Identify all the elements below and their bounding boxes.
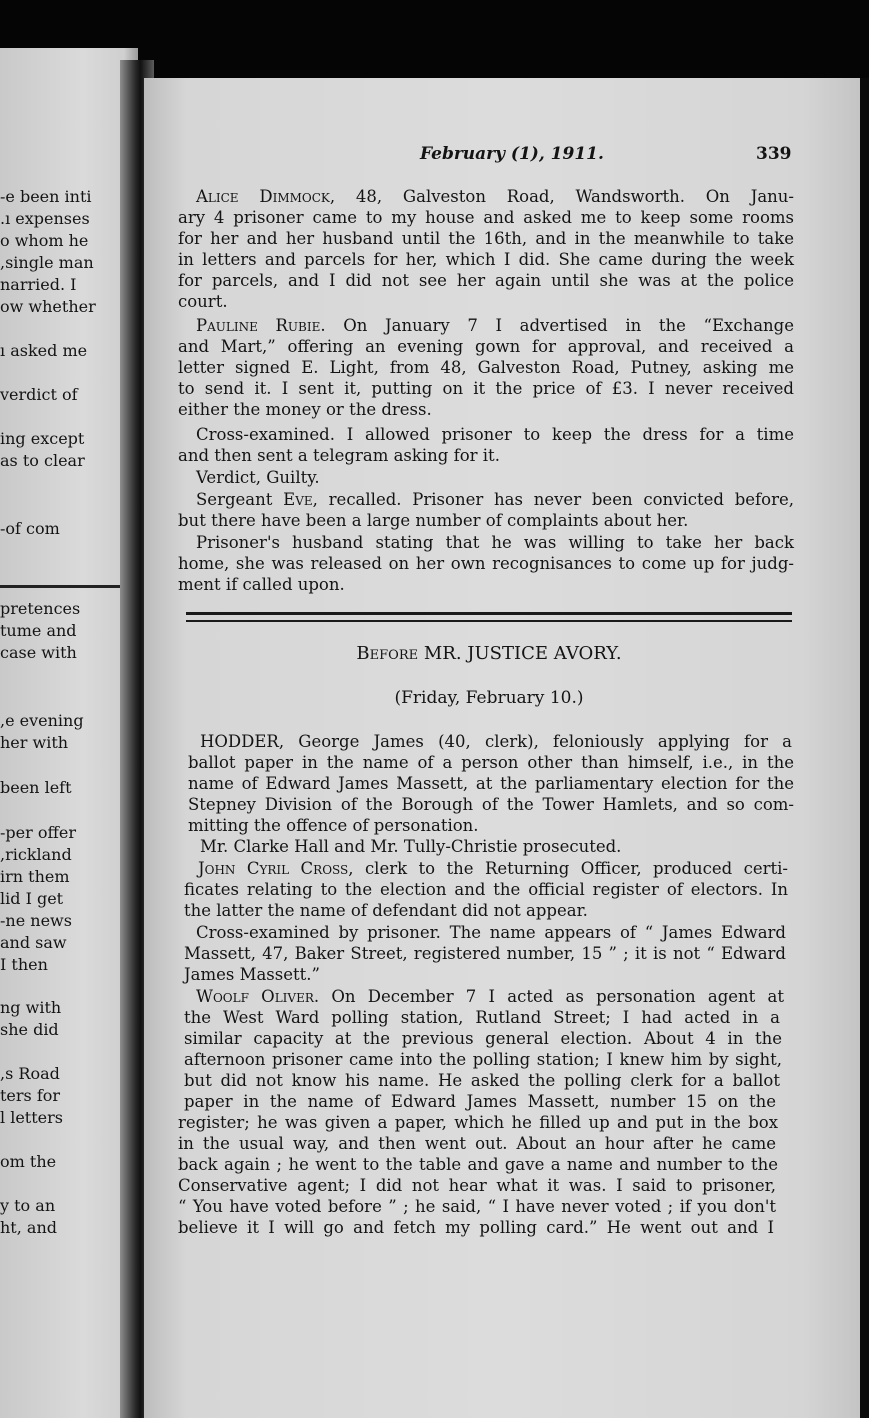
- text-line: register; he was given a paper, which he filled up and put in the box: [178, 1113, 778, 1132]
- text-line: “ You have voted before ” ; he said, “ I have never voted ; if you don't: [178, 1197, 776, 1216]
- text-line: for her and her husband until the 16th, and in the meanwhile to take: [178, 229, 794, 248]
- left-page-line: narried. I: [0, 275, 77, 294]
- text-line: [196, 186, 794, 207]
- heading-judge: MR. JUSTICE AVORY.: [418, 643, 622, 664]
- text-span: . On December 7 I acted as personation agent at: [313, 987, 784, 1006]
- text-line: Cross-examined. I allowed prisoner to keep the dress for a time: [196, 425, 794, 444]
- left-page-line: I then: [0, 955, 48, 974]
- text-line: ment if called upon.: [178, 575, 345, 594]
- left-page-line: and saw: [0, 933, 67, 952]
- text-span: , 48, Galveston Road, Wandsworth. On Janu-: [329, 187, 794, 206]
- left-page-line: single man,: [0, 253, 94, 272]
- left-page-line: as to clear: [0, 451, 85, 470]
- left-page-line: of com-: [0, 519, 60, 538]
- text-line: home, she was released on her own recognisances to come up for judg-: [178, 554, 794, 573]
- text-line: Massett, 47, Baker Street, registered number, 15 ” ; it is not “ Edward: [184, 944, 786, 963]
- witness-name: John Cyril Cross: [198, 859, 349, 878]
- left-page-line: rickland,: [0, 845, 72, 864]
- text-span: . On January 7 I advertised in the “Exchange: [320, 316, 794, 335]
- left-page-line: verdict of: [0, 385, 78, 404]
- text-line: similar capacity at the previous general election. About 4 in the: [184, 1029, 782, 1048]
- text-line: back again ; he went to the table and gave a name and number to the: [178, 1155, 778, 1174]
- text-line: [196, 315, 794, 336]
- text-line: Cross-examined by prisoner. The name appears of “ James Edward: [196, 923, 786, 942]
- text-line: ballot paper in the name of a person other than himself, i.e., in the: [188, 753, 794, 772]
- text-span: , recalled. Prisoner has never been convicted before,: [312, 490, 794, 509]
- witness-name: Eve: [283, 490, 313, 509]
- left-page-line: ne news-: [0, 911, 72, 930]
- section-divider-thick: [186, 612, 792, 615]
- left-page-line: ı expenses.: [0, 209, 90, 228]
- text-line: the latter the name of defendant did not appear.: [184, 901, 588, 920]
- text-line: believe it I will go and fetch my polling card.” He went out and I: [178, 1218, 774, 1237]
- left-page-line: e evening,: [0, 711, 84, 730]
- text-line: and then sent a telegram asking for it.: [178, 446, 500, 465]
- left-page-line: tume and: [0, 621, 77, 640]
- left-page-line: om the: [0, 1152, 57, 1171]
- text-line: Verdict, Guilty.: [196, 468, 320, 487]
- left-page-fragment: [0, 48, 138, 1418]
- text-line: Prisoner's husband stating that he was willing to take her back: [196, 533, 794, 552]
- left-page-line: ng with: [0, 998, 62, 1017]
- text-line: James Massett.”: [184, 965, 320, 984]
- left-page-line: ters for: [0, 1086, 61, 1105]
- text-line: ficates relating to the election and the official register of electors. In: [184, 880, 788, 899]
- scan-border-right: [860, 78, 869, 1418]
- left-page-line: e been inti-: [0, 187, 92, 206]
- heading-prefix: Before: [356, 643, 419, 664]
- left-page-line: ı asked me: [0, 341, 88, 360]
- text-line: Mr. Clarke Hall and Mr. Tully-Christie prosecuted.: [200, 837, 622, 856]
- text-line: Stepney Division of the Borough of the Tower Hamlets, and so com-: [188, 795, 794, 814]
- text-line: in the usual way, and then went out. About an hour after he came: [178, 1134, 776, 1153]
- text-line: and Mart,” offering an evening gown for approval, and received a: [178, 337, 794, 356]
- text-span: Sergeant: [196, 490, 284, 509]
- text-line: [196, 489, 794, 510]
- court-heading: [186, 642, 792, 666]
- running-header-date: February (1), 1911.: [420, 144, 604, 164]
- section-divider-thin: [186, 620, 792, 622]
- left-page-line: l letters: [0, 1108, 63, 1127]
- left-page-line: been left: [0, 778, 72, 797]
- text-line: for parcels, and I did not see her again until she was at the police: [178, 271, 794, 290]
- left-page-line: she did: [0, 1020, 59, 1039]
- page-number: 339: [756, 144, 792, 164]
- left-page-line: case with: [0, 643, 77, 662]
- text-line: ary 4 prisoner came to my house and asked me to keep some rooms: [178, 208, 794, 227]
- text-line: name of Edward James Massett, at the parliamentary election for the: [188, 774, 794, 793]
- text-line: afternoon prisoner came into the polling station; I knew him by sight,: [184, 1050, 782, 1069]
- text-line: the West Ward polling station, Rutland Street; I had acted in a: [184, 1008, 780, 1027]
- left-page-line: per offer-: [0, 823, 76, 842]
- text-line: in letters and parcels for her, which I did. She came during the week: [178, 250, 794, 269]
- text-line: Conservative agent; I did not hear what it was. I said to prisoner,: [178, 1176, 776, 1195]
- witness-name: Woolf Oliver: [196, 987, 314, 1006]
- text-line: paper in the name of Edward James Massett, number 15 on the: [184, 1092, 776, 1111]
- witness-name: Alice Dimmock: [196, 187, 330, 206]
- text-line: [196, 986, 784, 1007]
- left-page-line: s Road,: [0, 1064, 60, 1083]
- text-line: but there have been a large number of complaints about her.: [178, 511, 689, 530]
- left-page-line: ow whether: [0, 297, 96, 316]
- left-page-line: pretences: [0, 599, 81, 618]
- text-line: mitting the offence of personation.: [188, 816, 479, 835]
- left-page-line: her with: [0, 733, 69, 752]
- text-line: [198, 858, 788, 879]
- left-page-line: irn them: [0, 867, 70, 886]
- text-line: letter signed E. Light, from 48, Galveston Road, Putney, asking me: [178, 358, 794, 377]
- left-page-line: ht, and: [0, 1218, 57, 1237]
- left-page-line: y to an: [0, 1196, 56, 1215]
- text-line: to send it. I sent it, putting on it the price of £3. I never received: [178, 379, 794, 398]
- text-line: but did not know his name. He asked the polling clerk for a ballot: [184, 1071, 780, 1090]
- text-span: , clerk to the Returning Officer, produced certi-: [348, 859, 788, 878]
- left-page-rule: [0, 585, 138, 588]
- witness-name: Pauline Rubie: [196, 316, 321, 335]
- left-page-line: o whom he: [0, 231, 89, 250]
- text-line: HODDER, George James (40, clerk), feloniously applying for a: [200, 732, 792, 751]
- session-date: (Friday, February 10.): [394, 688, 584, 708]
- left-page-line: lid I get: [0, 889, 64, 908]
- left-page-line: ing except: [0, 429, 85, 448]
- text-line: either the money or the dress.: [178, 400, 432, 419]
- text-line: court.: [178, 292, 228, 311]
